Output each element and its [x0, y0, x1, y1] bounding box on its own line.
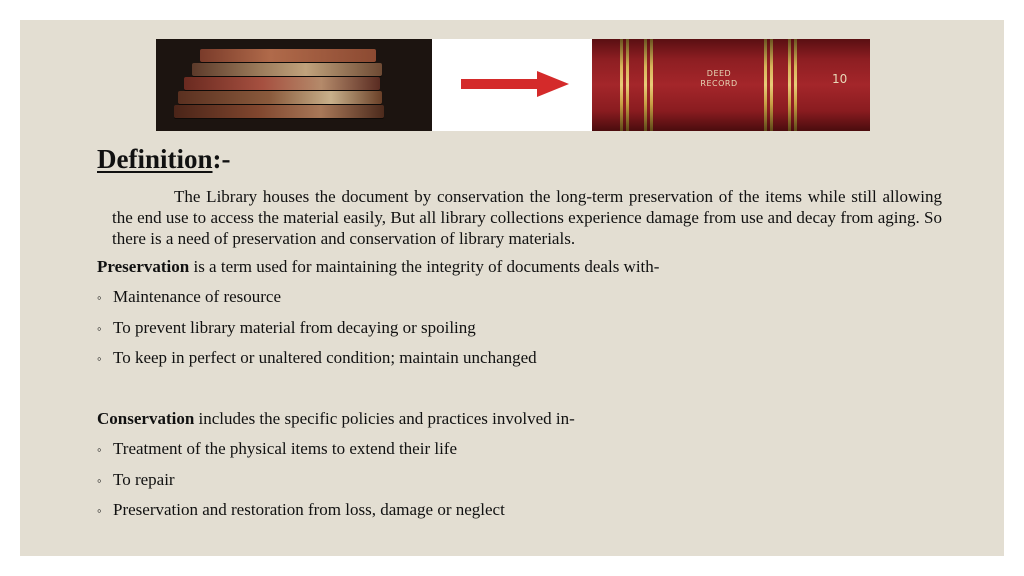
list-item [97, 469, 175, 492]
arrow-right-icon [461, 71, 569, 97]
spine-number: 10 [832, 72, 848, 86]
list-item-text: Treatment of the physical items to extend their life [113, 439, 458, 458]
bullet-icon: ◦ [97, 290, 102, 305]
header-image-banner [156, 39, 870, 131]
bullet-icon: ◦ [97, 503, 102, 518]
preservation-intro-text: is a term used for maintaining the integrity of documents deals with- [189, 257, 660, 276]
slide [20, 20, 1004, 556]
list-item [97, 438, 457, 461]
list-item [97, 347, 537, 370]
list-item-text: Maintenance of resource [113, 287, 282, 306]
bullet-icon: ◦ [97, 442, 102, 457]
heading-suffix: :- [212, 144, 231, 174]
conservation-intro [97, 408, 575, 430]
intro-paragraph: The Library houses the document by conservation the long-term preservation of the items while still allowing the end use to access the material easily, But all library collections experience damage from use and decay from aging. So there is a need of preservation and conservation of library materials. [112, 187, 942, 248]
list-item-text: Preservation and restoration from loss, damage or neglect [113, 500, 505, 519]
spine-label-line-2: RECORD [700, 79, 738, 88]
list-item-text: To keep in perfect or unaltered condition; maintain unchanged [113, 348, 537, 367]
conservation-term: Conservation [97, 409, 195, 428]
bullet-icon: ◦ [97, 321, 102, 336]
list-item-text: To repair [113, 470, 175, 489]
spine-label-line-1: DEED [706, 69, 732, 78]
bullet-icon: ◦ [97, 473, 102, 488]
preservation-term: Preservation [97, 257, 190, 276]
conservation-intro-text: includes the specific policies and practices involved in- [194, 409, 575, 428]
heading-main: Definition [97, 144, 213, 174]
definition-heading [97, 142, 231, 176]
list-item-text: To prevent library material from decaying or spoiling [113, 318, 476, 337]
preservation-intro [97, 256, 659, 278]
list-item [97, 499, 505, 522]
spine-label [690, 69, 748, 89]
restored-book-spine-photo [592, 39, 870, 131]
list-item [97, 286, 281, 309]
list-item [97, 317, 476, 340]
bullet-icon: ◦ [97, 351, 102, 366]
old-books-photo [156, 39, 432, 131]
